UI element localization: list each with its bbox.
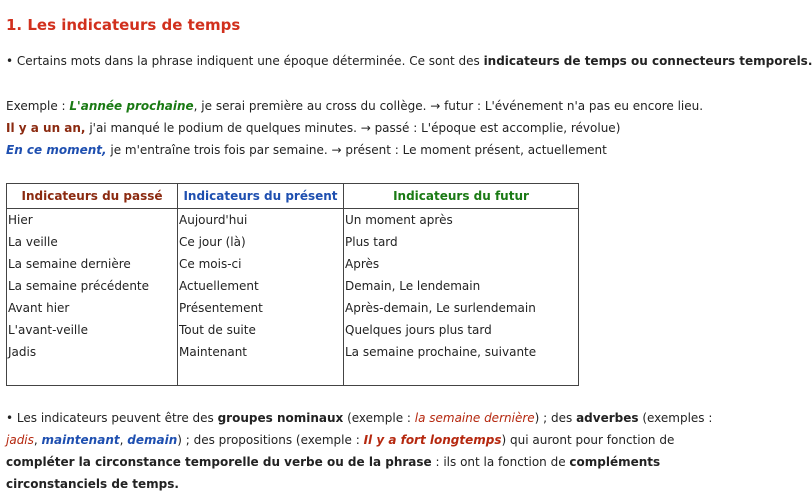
conclusion-paragraph <box>6 407 740 495</box>
cell-past: Avant hier <box>7 297 178 319</box>
conclusion-bold: compléter la circonstance temporelle du verbe ou de la phrase <box>6 455 432 469</box>
cell-future: La semaine prochaine, suivante <box>344 341 579 363</box>
conclusion-text: , <box>119 433 128 447</box>
conclusion-text: (exemples : <box>638 411 713 425</box>
conclusion-text: ) ; des <box>534 411 577 425</box>
cell-present: Maintenant <box>178 341 344 363</box>
table-row <box>7 209 579 232</box>
conclusion-text: ) qui auront pour fonction de <box>501 433 675 447</box>
cell-present: Aujourd'hui <box>178 209 344 232</box>
conclusion-text: ) ; des propositions (exemple : <box>177 433 364 447</box>
table-header-row <box>7 184 579 209</box>
conclusion-text: : ils ont la fonction de <box>431 455 570 469</box>
header-present: Indicateurs du présent <box>178 184 344 209</box>
conclusion-text: (exemple : <box>343 411 415 425</box>
cell-past: Hier <box>7 209 178 232</box>
cell-present: Actuellement <box>178 275 344 297</box>
conclusion-bold: adverbes <box>576 411 639 425</box>
table-row <box>7 231 579 253</box>
table-row <box>7 253 579 275</box>
table-empty-row <box>7 363 579 386</box>
cell-future: Plus tard <box>344 231 579 253</box>
conclusion-text: • Les indicateurs peuvent être des <box>6 411 218 425</box>
intro-paragraph <box>6 54 812 68</box>
example-jadis: jadis <box>6 433 34 447</box>
section-title: 1. Les indicateurs de temps <box>6 16 241 34</box>
header-future: Indicateurs du futur <box>344 184 579 209</box>
example-highlight-present: En ce moment, <box>6 143 107 157</box>
conclusion-text: , <box>33 433 38 447</box>
example-future <box>6 99 703 113</box>
intro-bold: indicateurs de temps ou connecteurs temporels. <box>483 54 812 68</box>
conclusion-bold: compléments circonstanciels de temps. <box>6 455 661 491</box>
cell-future: Quelques jours plus tard <box>344 319 579 341</box>
cell-present: Ce jour (là) <box>178 231 344 253</box>
cell-future: Demain, Le lendemain <box>344 275 579 297</box>
header-past: Indicateurs du passé <box>7 184 178 209</box>
table-row <box>7 319 579 341</box>
example-past <box>6 121 620 135</box>
cell-past: La semaine précédente <box>7 275 178 297</box>
example-prefix: Exemple : <box>6 99 70 113</box>
example-highlight-past: Il y a un an, <box>6 121 86 135</box>
cell-past: La veille <box>7 231 178 253</box>
example-rest: je m'entraîne trois fois par semaine. → présent : Le moment présent, actuellement <box>106 143 607 157</box>
table-row <box>7 297 579 319</box>
example-rest: , je serai première au cross du collège. → futur : L'événement n'a pas eu encore lieu. <box>193 99 704 113</box>
cell-present: Présentement <box>178 297 344 319</box>
table-row <box>7 275 579 297</box>
example-la-semaine-derniere: la semaine dernière <box>414 411 535 425</box>
cell-future: Après <box>344 253 579 275</box>
example-present <box>6 143 607 157</box>
example-demain: demain <box>127 433 178 447</box>
table-row <box>7 341 579 363</box>
conclusion-bold: groupes nominaux <box>217 411 344 425</box>
example-il-y-a-fort-longtemps: Il y a fort longtemps <box>363 433 502 447</box>
cell-future: Après-demain, Le surlendemain <box>344 297 579 319</box>
cell-past: L'avant-veille <box>7 319 178 341</box>
example-highlight-future: L'année prochaine <box>69 99 194 113</box>
cell-present: Tout de suite <box>178 319 344 341</box>
bullet: • <box>6 54 17 68</box>
example-rest: j'ai manqué le podium de quelques minutes. → passé : L'époque est accomplie, révolue) <box>85 121 621 135</box>
cell-present: Ce mois-ci <box>178 253 344 275</box>
cell-future: Un moment après <box>344 209 579 232</box>
cell-past: La semaine dernière <box>7 253 178 275</box>
example-maintenant: maintenant <box>41 433 120 447</box>
cell-past: Jadis <box>7 341 178 363</box>
intro-text: Certains mots dans la phrase indiquent une époque déterminée. Ce sont des <box>16 54 484 68</box>
indicators-table <box>6 183 579 386</box>
